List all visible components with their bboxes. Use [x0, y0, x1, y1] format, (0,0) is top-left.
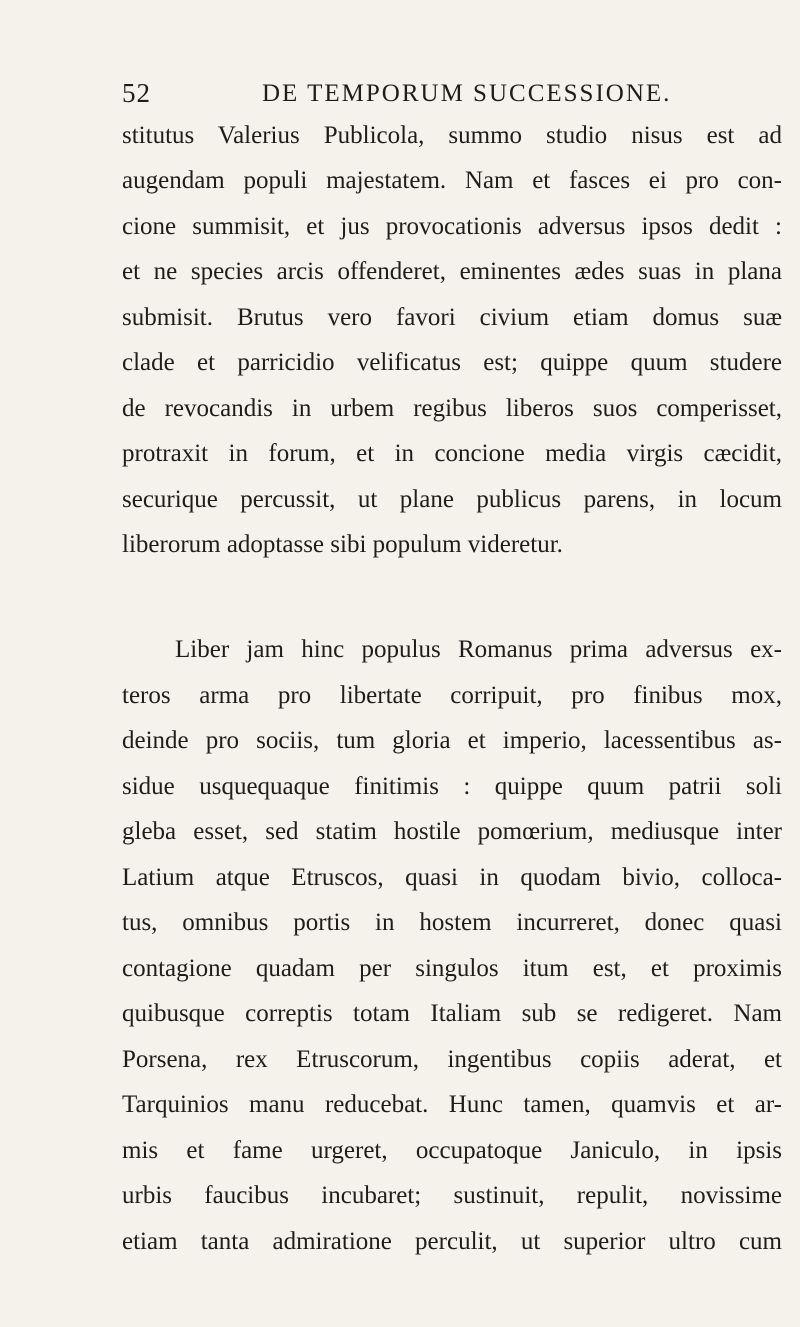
- text-line: Tarquinios manu reducebat. Hunc tamen, quamvis et ar-: [122, 1091, 782, 1118]
- text-line: urbis faucibus incubaret; sustinuit, repulit, novissime: [122, 1182, 782, 1209]
- text-line: tus, omnibus portis in hostem incurreret, donec quasi: [122, 909, 782, 936]
- text-line: de revocandis in urbem regibus liberos suos comperisset,: [122, 395, 782, 422]
- text-line: submisit. Brutus vero favori civium etiam domus suæ: [122, 304, 782, 331]
- text-line: deinde pro sociis, tum gloria et imperio, lacessentibus as-: [122, 727, 782, 754]
- text-line: Porsena, rex Etruscorum, ingentibus copiis aderat, et: [122, 1046, 782, 1073]
- text-line: mis et fame urgeret, occupatoque Janiculo, in ipsis: [122, 1137, 782, 1164]
- text-line: quibusque correptis totam Italiam sub se redigeret. Nam: [122, 1000, 782, 1027]
- text-line: stitutus Valerius Publicola, summo studio nisus est ad: [122, 122, 782, 149]
- text-line: teros arma pro libertate corripuit, pro finibus mox,: [122, 682, 782, 709]
- text-line: etiam tanta admiratione perculit, ut superior ultro cum: [122, 1228, 782, 1255]
- text-line: Latium atque Etruscos, quasi in quodam bivio, colloca-: [122, 864, 782, 891]
- text-line: sidue usquequaque finitimis : quippe quum patrii soli: [122, 773, 782, 800]
- text-line: clade et parricidio velificatus est; quippe quum studere: [122, 349, 782, 376]
- text-line: securique percussit, ut plane publicus parens, in locum: [122, 486, 782, 513]
- running-head: [122, 78, 782, 114]
- text-line: cione summisit, et jus provocationis adversus ipsos dedit :: [122, 213, 782, 240]
- page-number: 52: [122, 78, 151, 108]
- text-line: Liber jam hinc populus Romanus prima adversus ex-: [175, 636, 782, 663]
- text-line: et ne species arcis offenderet, eminentes ædes suas in plana: [122, 258, 782, 285]
- text-line: liberorum adoptasse sibi populum videretur.: [122, 531, 563, 558]
- running-title: DE TEMPORUM SUCCESSIONE.: [262, 80, 672, 107]
- text-line: gleba esset, sed statim hostile pomœrium, mediusque inter: [122, 818, 782, 845]
- text-line: protraxit in forum, et in concione media virgis cæcidit,: [122, 440, 782, 467]
- text-line: augendam populi majestatem. Nam et fasces ei pro con-: [122, 167, 782, 194]
- text-line: contagione quadam per singulos itum est, et proximis: [122, 955, 782, 982]
